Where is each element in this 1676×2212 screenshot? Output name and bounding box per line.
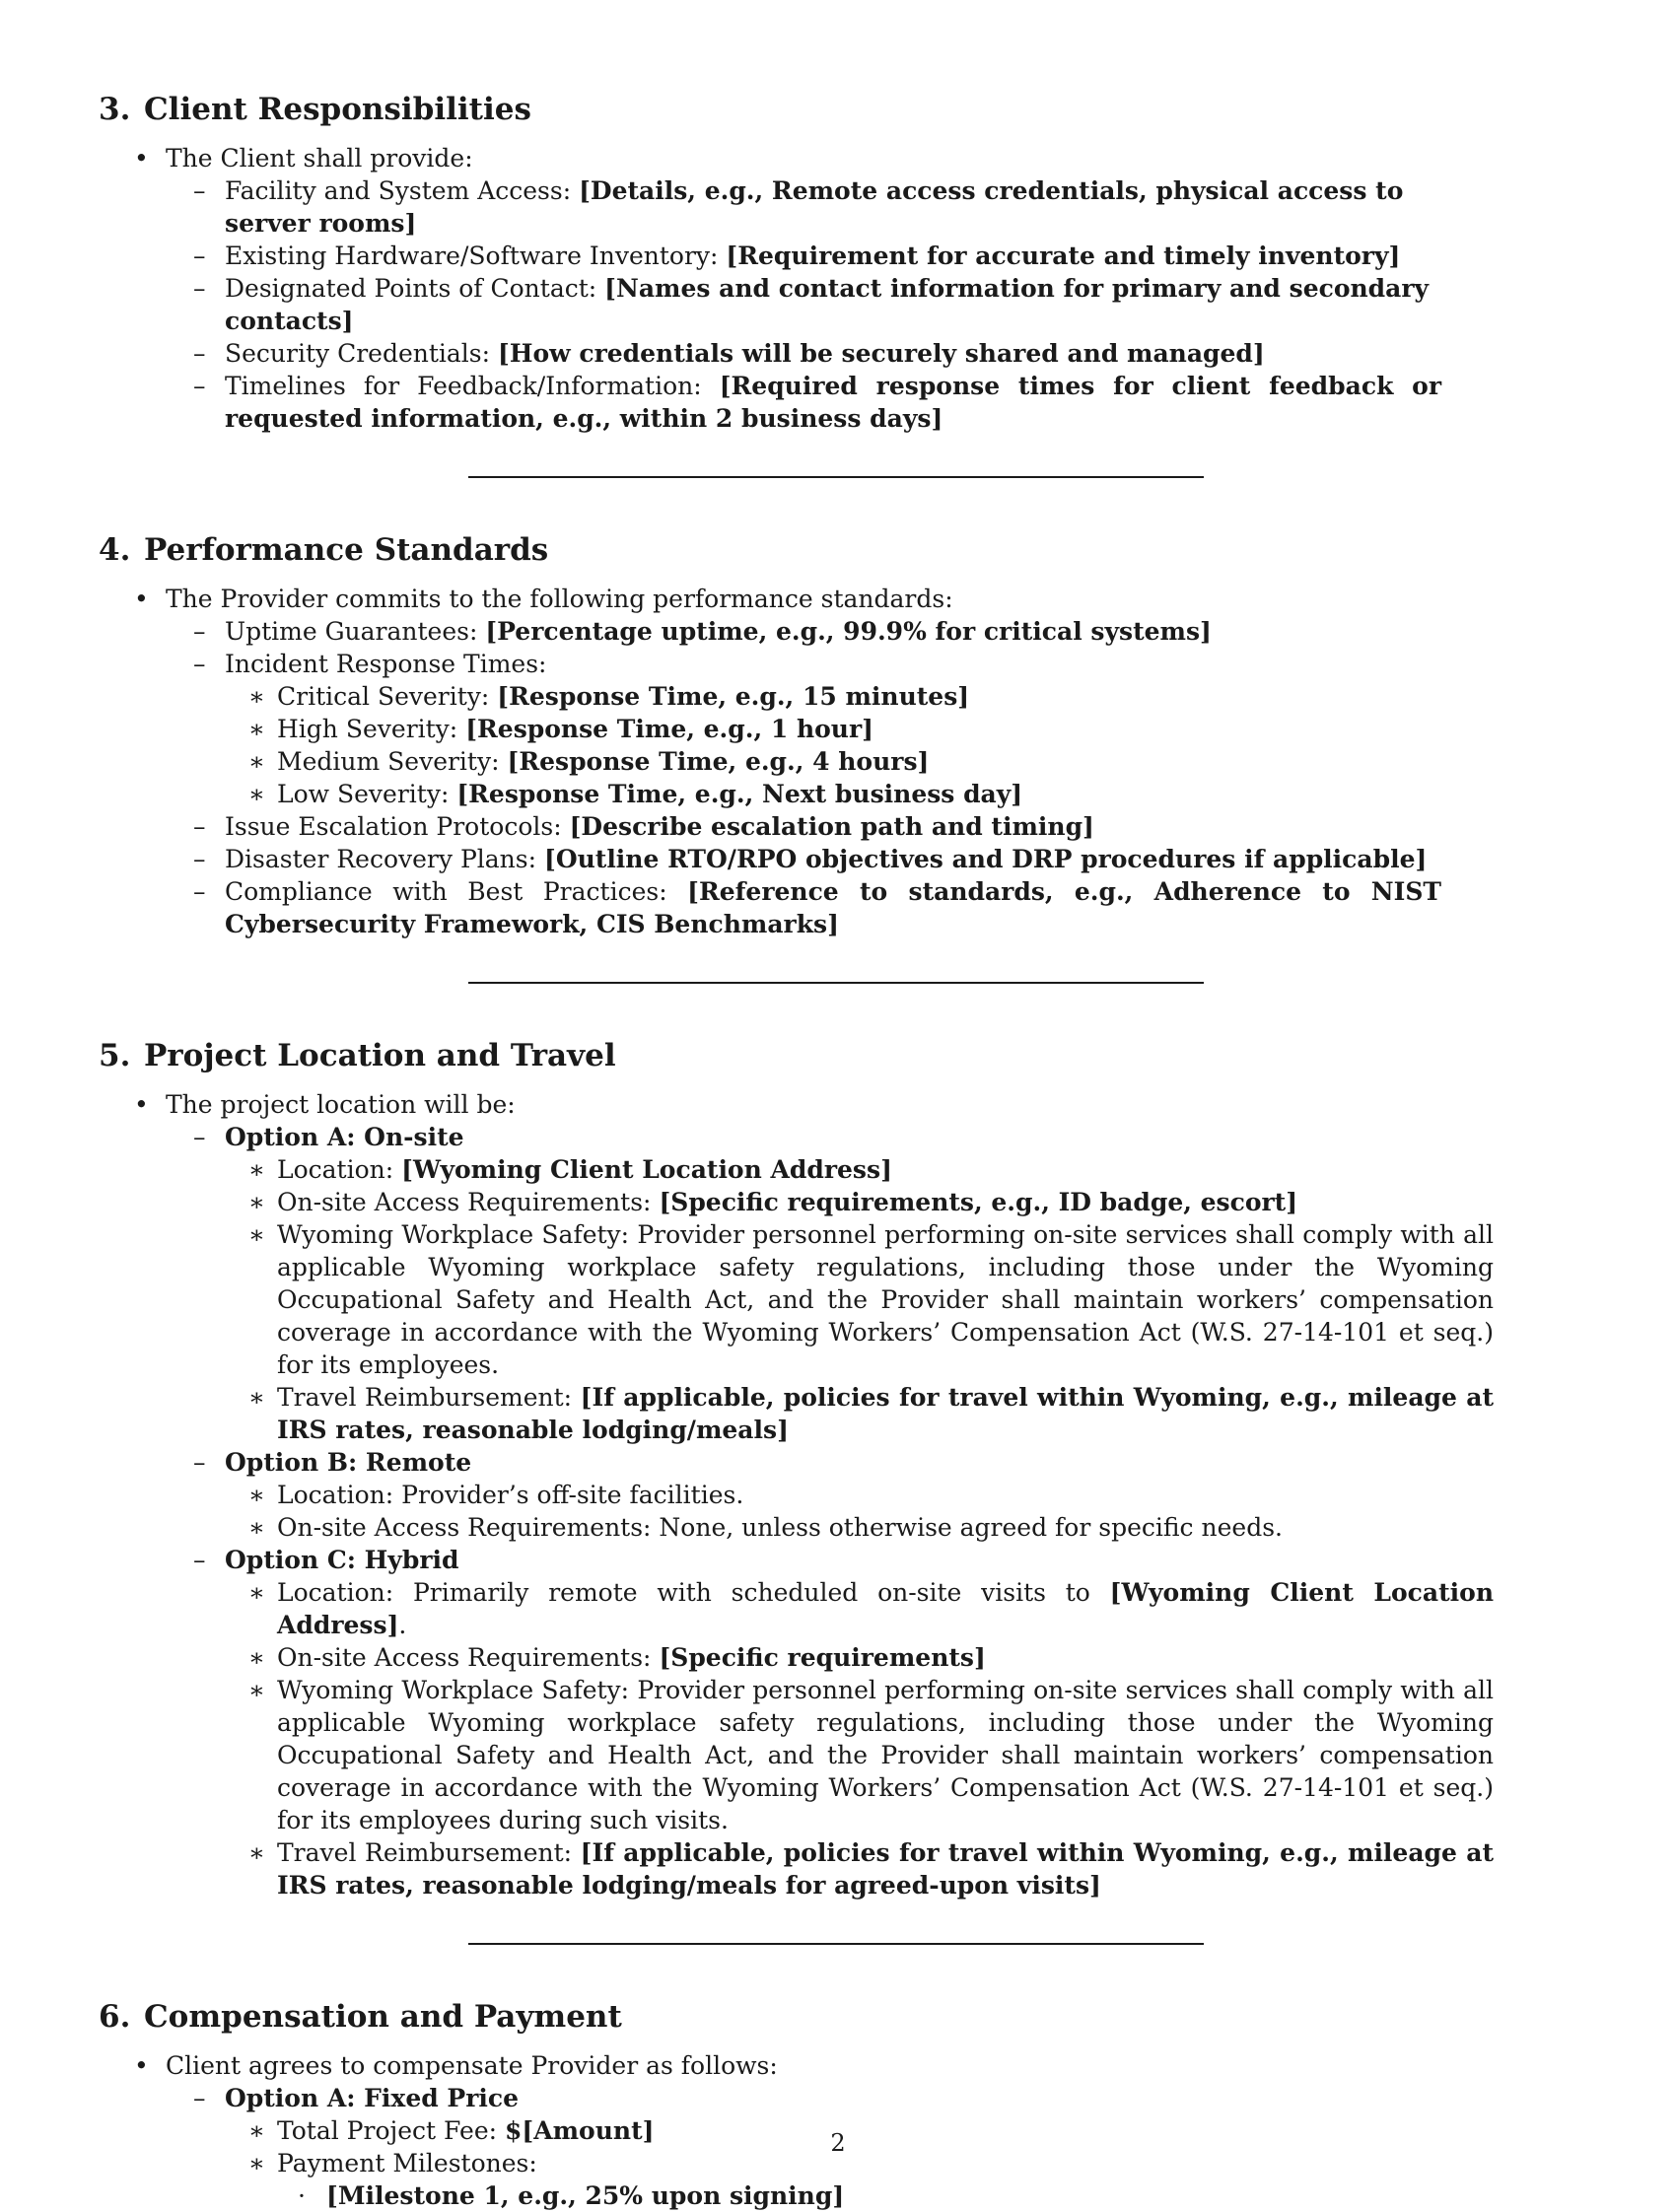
list-item [99,1153,1494,1186]
list-item [99,1576,1494,1641]
list-item [99,745,1494,778]
item-value: $[Amount] [504,2116,655,2145]
list-item [99,713,1494,745]
section-performance-standards [99,529,1577,940]
item-value: [Reference to standards, e.g., Adherence to NIST Cybersecurity Framework, CIS Benchmarks] [225,877,1442,938]
item-label: Travel Reimbursement: [277,1838,581,1867]
item-label: Disaster Recovery Plans: [225,845,544,873]
item-value: [Details, e.g., Remote access credentials, physical access to server rooms] [225,176,1404,238]
section-title: Client Responsibilities [144,92,531,127]
list-item: ∗ Wyoming Workplace Safety: Provider personnel performing on-site services shall comply with all applicable Wyoming workplace safety regulations, including those under the Wyoming Occupational Safety and Health Act, and the Provider shall maintain workers’ compensation coverage in accordance with the Wyoming Workers’ Compensation Act (W.S. 27-14-101 et seq.) for its employees. [99,1218,1494,1381]
item-label: Compliance with Best Practices: [225,877,688,906]
item-value: [Specific requirements, e.g., ID badge, escort] [659,1188,1298,1216]
item-label: Timelines for Feedback/Information: [225,372,720,400]
section-divider [468,1943,1204,1945]
list-item [99,810,1441,843]
list-item [99,272,1441,337]
list-item [99,615,1441,648]
option-title: Option B: Remote [225,1448,472,1477]
section-title: Compensation and Payment [144,1999,622,2035]
list-item [99,2179,1577,2212]
list-item [99,337,1441,370]
item-label: On-site Access Requirements: [277,1188,660,1216]
section-divider [468,982,1204,984]
section-heading [99,1996,1577,2038]
section-number: 5. [99,1038,131,1073]
item-value: [Response Time, e.g., Next business day] [456,780,1023,808]
item-label: On-site Access Requirements: [277,1643,660,1672]
option-title: Option A: Fixed Price [225,2084,520,2112]
item-value: [Describe escalation path and timing] [569,812,1094,841]
section-client-responsibilities [99,89,1577,435]
section-title: Performance Standards [144,532,549,568]
list-item [99,1641,1494,1674]
list-item [99,240,1441,272]
item-label: Total Project Fee: [277,2116,505,2145]
list-item: – Incident Response Times: [99,648,1441,680]
item-label: Security Credentials: [225,339,499,368]
list-item [99,1381,1494,1446]
list-item: • The project location will be: [99,1088,1577,1121]
item-value: [Wyoming Client Location Address] [277,1578,1494,1639]
list-item [99,1836,1494,1901]
item-label: Location: [277,1155,402,1184]
item-value: [Percentage uptime, e.g., 99.9% for critical systems] [485,617,1212,646]
item-value: [Response Time, e.g., 4 hours] [507,747,930,776]
item-value: [Response Time, e.g., 1 hour] [465,715,873,743]
section-heading [99,89,1577,130]
item-suffix: . [398,1611,407,1639]
section-number: 3. [99,92,131,127]
option-heading [99,1544,1441,1576]
document-content [99,89,1577,2212]
list-item: ∗ Payment Milestones: [99,2147,1494,2179]
list-item [99,843,1441,875]
item-value: [Specific requirements] [659,1643,986,1672]
section-divider [468,476,1204,478]
section-compensation [99,1996,1577,2212]
item-value: [Requirement for accurate and timely inventory] [726,242,1401,270]
item-label: Existing Hardware/Software Inventory: [225,242,727,270]
item-label: Travel Reimbursement: [277,1383,581,1412]
section-heading [99,529,1577,571]
option-title: Option A: On-site [225,1123,464,1151]
option-title: Option C: Hybrid [225,1546,459,1574]
list-item [99,370,1441,435]
item-label: Designated Points of Contact: [225,274,605,303]
section-number: 6. [99,1999,131,2035]
item-value: [How credentials will be securely shared and managed] [498,339,1265,368]
item-label: Critical Severity: [277,682,498,711]
option-heading [99,1121,1441,1153]
list-item [99,174,1441,240]
item-label: Issue Escalation Protocols: [225,812,570,841]
section-title: Project Location and Travel [144,1038,616,1073]
list-item: • The Provider commits to the following performance standards: [99,583,1577,615]
list-item [99,1186,1494,1218]
list-item [99,680,1494,713]
page-number: 2 [830,2129,846,2157]
item-value: [If applicable, policies for travel within Wyoming, e.g., mileage at IRS rates, reasonable lodging/meals for agreed-upon visits] [277,1838,1494,1900]
item-value: [Outline RTO/RPO objectives and DRP procedures if applicable] [543,845,1428,873]
item-label: Facility and System Access: [225,176,580,205]
option-heading [99,2082,1441,2114]
item-label: Medium Severity: [277,747,508,776]
item-value: [Names and contact information for primary and secondary contacts] [225,274,1430,335]
list-item: • Client agrees to compensate Provider as follows: [99,2049,1577,2082]
list-item [99,778,1494,810]
item-value: [Milestone 1, e.g., 25% upon signing] [326,2181,845,2210]
section-project-location [99,1035,1577,1901]
option-heading [99,1446,1441,1479]
list-item: • The Client shall provide: [99,142,1577,174]
item-value: [Response Time, e.g., 15 minutes] [497,682,970,711]
section-number: 4. [99,532,131,568]
item-label: Low Severity: [277,780,457,808]
item-value: [If applicable, policies for travel within Wyoming, e.g., mileage at IRS rates, reasonable lodging/meals] [277,1383,1494,1444]
item-label: Location: Primarily remote with scheduled on-site visits to [277,1578,1110,1607]
section-heading [99,1035,1577,1076]
list-item: ∗ On-site Access Requirements: None, unless otherwise agreed for specific needs. [99,1511,1494,1544]
list-item: ∗ Wyoming Workplace Safety: Provider personnel performing on-site services shall comply with all applicable Wyoming workplace safety regulations, including those under the Wyoming Occupational Safety and Health Act, and the Provider shall maintain workers’ compensation coverage in accordance with the Wyoming Workers’ Compensation Act (W.S. 27-14-101 et seq.) for its employees during such visits. [99,1674,1494,1836]
list-item [99,875,1441,940]
list-item: ∗ Location: Provider’s off-site facilities. [99,1479,1494,1511]
item-value: [Wyoming Client Location Address] [401,1155,892,1184]
item-label: Uptime Guarantees: [225,617,486,646]
item-value: [Required response times for client feedback or requested information, e.g., within 2 business days] [225,372,1442,433]
item-label: High Severity: [277,715,466,743]
